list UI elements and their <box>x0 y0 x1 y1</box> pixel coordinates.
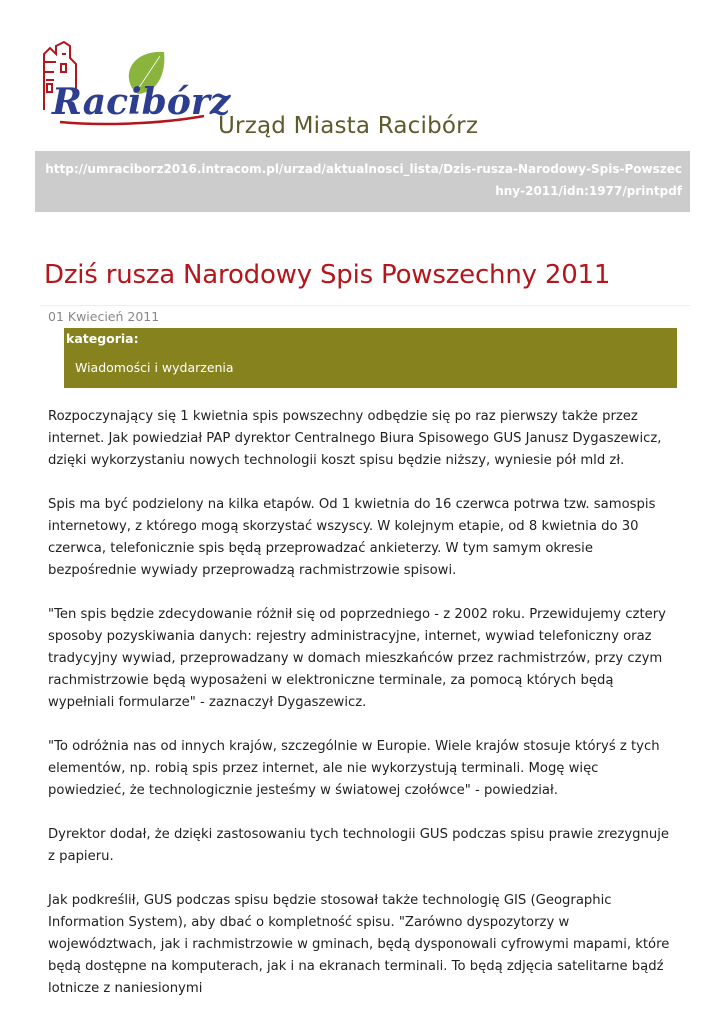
url-banner <box>35 151 690 212</box>
article-paragraph: Rozpoczynający się 1 kwietnia spis powszechny odbędzie się po raz pierwszy także przez internet. Jak powiedział PAP dyrektor Centralnego Biura Spisowego GUS Janusz Dygaszewicz, dzięki wykorzystaniu nowych technologii koszt spisu będzie niższy, wyniesie pół mld zł. <box>48 409 662 468</box>
article-paragraph: Dyrektor dodał, że dzięki zastosowaniu tych technologii GUS podczas spisu prawie zrezygnuje z papieru. <box>48 827 669 864</box>
article-paragraph: "Ten spis będzie zdecydowanie różnił się od poprzedniego - z 2002 roku. Przewidujemy cztery sposoby pozyskiwania danych: rejestry administracyjne, internet, wywiad telefoniczny oraz tradycyjny wywiad, przeprowadzany w domach mieszkańców przez rachmistrzów, przy czym rachmistrzowie będą wyposażeni w elektroniczne terminale, za pomocą których będą wypełniali formularze" - zaznaczył Dygaszewicz. <box>48 607 666 710</box>
article-title: Dziś rusza Narodowy Spis Powszechny 2011 <box>44 260 611 290</box>
raciborz-logo <box>40 40 231 132</box>
page-header <box>0 0 725 150</box>
category-value[interactable]: Wiadomości i wydarzenia <box>75 360 234 375</box>
category-label: kategoria: <box>66 331 139 346</box>
title-divider <box>40 305 690 306</box>
article-body <box>48 406 680 1022</box>
article-paragraph: "To odróżnia nas od innych krajów, szczególnie w Europie. Wiele krajów stosuje któryś z tych elementów, np. robią spis przez internet, ale nie wykorzystują terminali. Mogę więc powiedzieć, że technologicznie jesteśmy w światowej czołówce" - powiedział. <box>48 739 660 798</box>
site-title: Urząd Miasta Racibórz <box>218 113 479 139</box>
svg-text:Racibórz: Racibórz <box>52 81 231 123</box>
article-paragraph: Jak podkreślił, GUS podczas spisu będzie stosował także technologię GIS (Geographic Information System), aby dbać o kompletność spisu. "Zarówno dyspozytorzy w województwach, jak i rachmistrzowie w gminach, będą dysponowali cyfrowymi mapami, które będą dostępne na komputerach, jak i na ekranach terminali. To będą zdjęcia satelitarne bądź lotnicze z naniesionymi <box>48 893 670 996</box>
article-date: 01 Kwiecień 2011 <box>48 309 160 324</box>
article-paragraph: Spis ma być podzielony na kilka etapów. Od 1 kwietnia do 16 czerwca potrwa tzw. samospis internetowy, z którego mogą skorzystać wszyscy. W kolejnym etapie, od 8 kwietnia do 30 czerwca, telefonicznie spis będą przeprowadzać ankieterzy. W tym samym okresie bezpośrednie wywiady przeprowadzą rachmistrzowie spisowi. <box>48 497 656 578</box>
page-url[interactable]: http://umraciborz2016.intracom.pl/urzad/aktualnosci_lista/Dzis-rusza-Narodowy-Spis-Powszechny-2011/idn:1977/printpdf <box>45 162 682 198</box>
category-box <box>64 328 677 388</box>
